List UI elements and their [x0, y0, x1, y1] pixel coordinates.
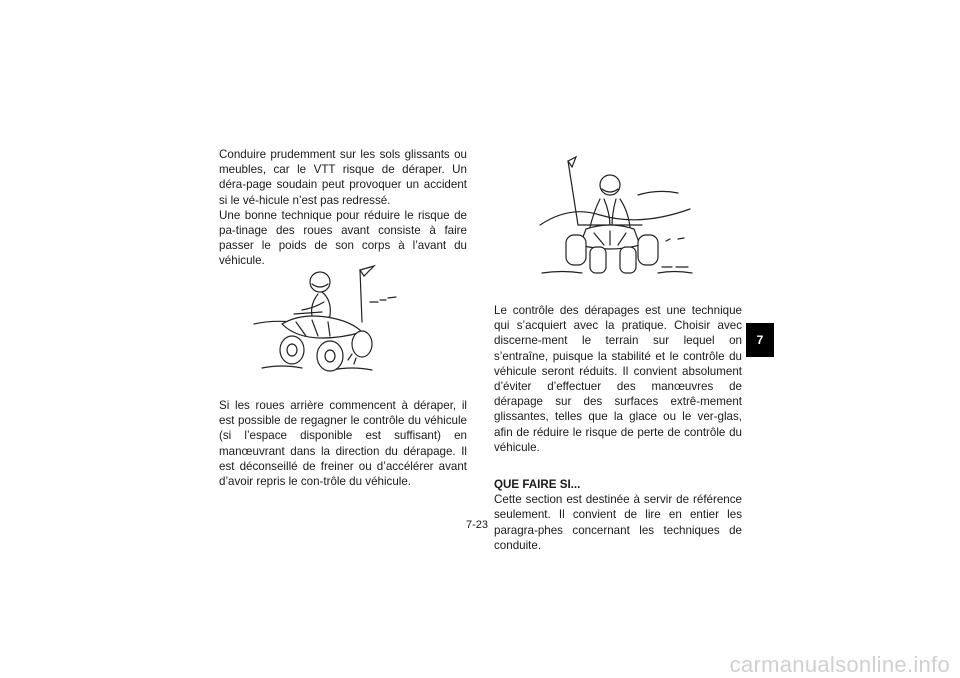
- page-number: 7-23: [466, 519, 489, 531]
- section-heading-que-faire: QUE FAIRE SI...: [494, 478, 581, 492]
- watermark: carmanualsonline.info: [729, 652, 950, 677]
- atv-rider-illustration-left: [252, 262, 402, 377]
- paragraph-skid-practice: Le contrôle des dérapages est une technique qui s’acquiert avec la pratique. Choisir avec discerne-ment le terrain sur lequel on s’entraîne, puisque la stabilité et le contrôle du véhicule seront réduits. Il convient absolument d’éviter d’effectuer des manœuvres de dérapage sur des surfaces extrê-mement glissantes, telles que la glace ou le ver-glas, afin de réduire le risque de perte de contrôle du véhicule.: [494, 304, 742, 454]
- left-column: [219, 147, 467, 269]
- chapter-tab: 7: [746, 323, 774, 357]
- paragraph-reference: Cette section est destinée à servir de référence seulement. Il convient de lire en entier les paragra-phes concernant les techniques de conduite.: [494, 493, 742, 552]
- left-column-lower: [219, 398, 467, 489]
- atv-rider-illustration-right: [538, 155, 698, 285]
- paragraph-rear-skid: Si les roues arrière commencent à déraper, il est possible de regagner le contrôle du véhicule (si l’espace disponible est suffisant) en manœuvrant dans la direction du dérapage. Il est déconseillé de freiner ou d’accélérer avant d’avoir repris le con-trôle du véhicule.: [219, 399, 467, 489]
- right-column: [494, 303, 742, 553]
- paragraph-slippery-surfaces: Conduire prudemment sur les sols glissants ou meubles, car le VTT risque de déraper. Un déra-page soudain peut provoquer un accident si le vé-hicule n’est pas redressé.: [219, 148, 467, 207]
- paragraph-weight-forward: Une bonne technique pour réduire le risque de pa-tinage des roues avant consiste à faire passer le poids de son corps à l’avant du véhicule.: [219, 208, 467, 268]
